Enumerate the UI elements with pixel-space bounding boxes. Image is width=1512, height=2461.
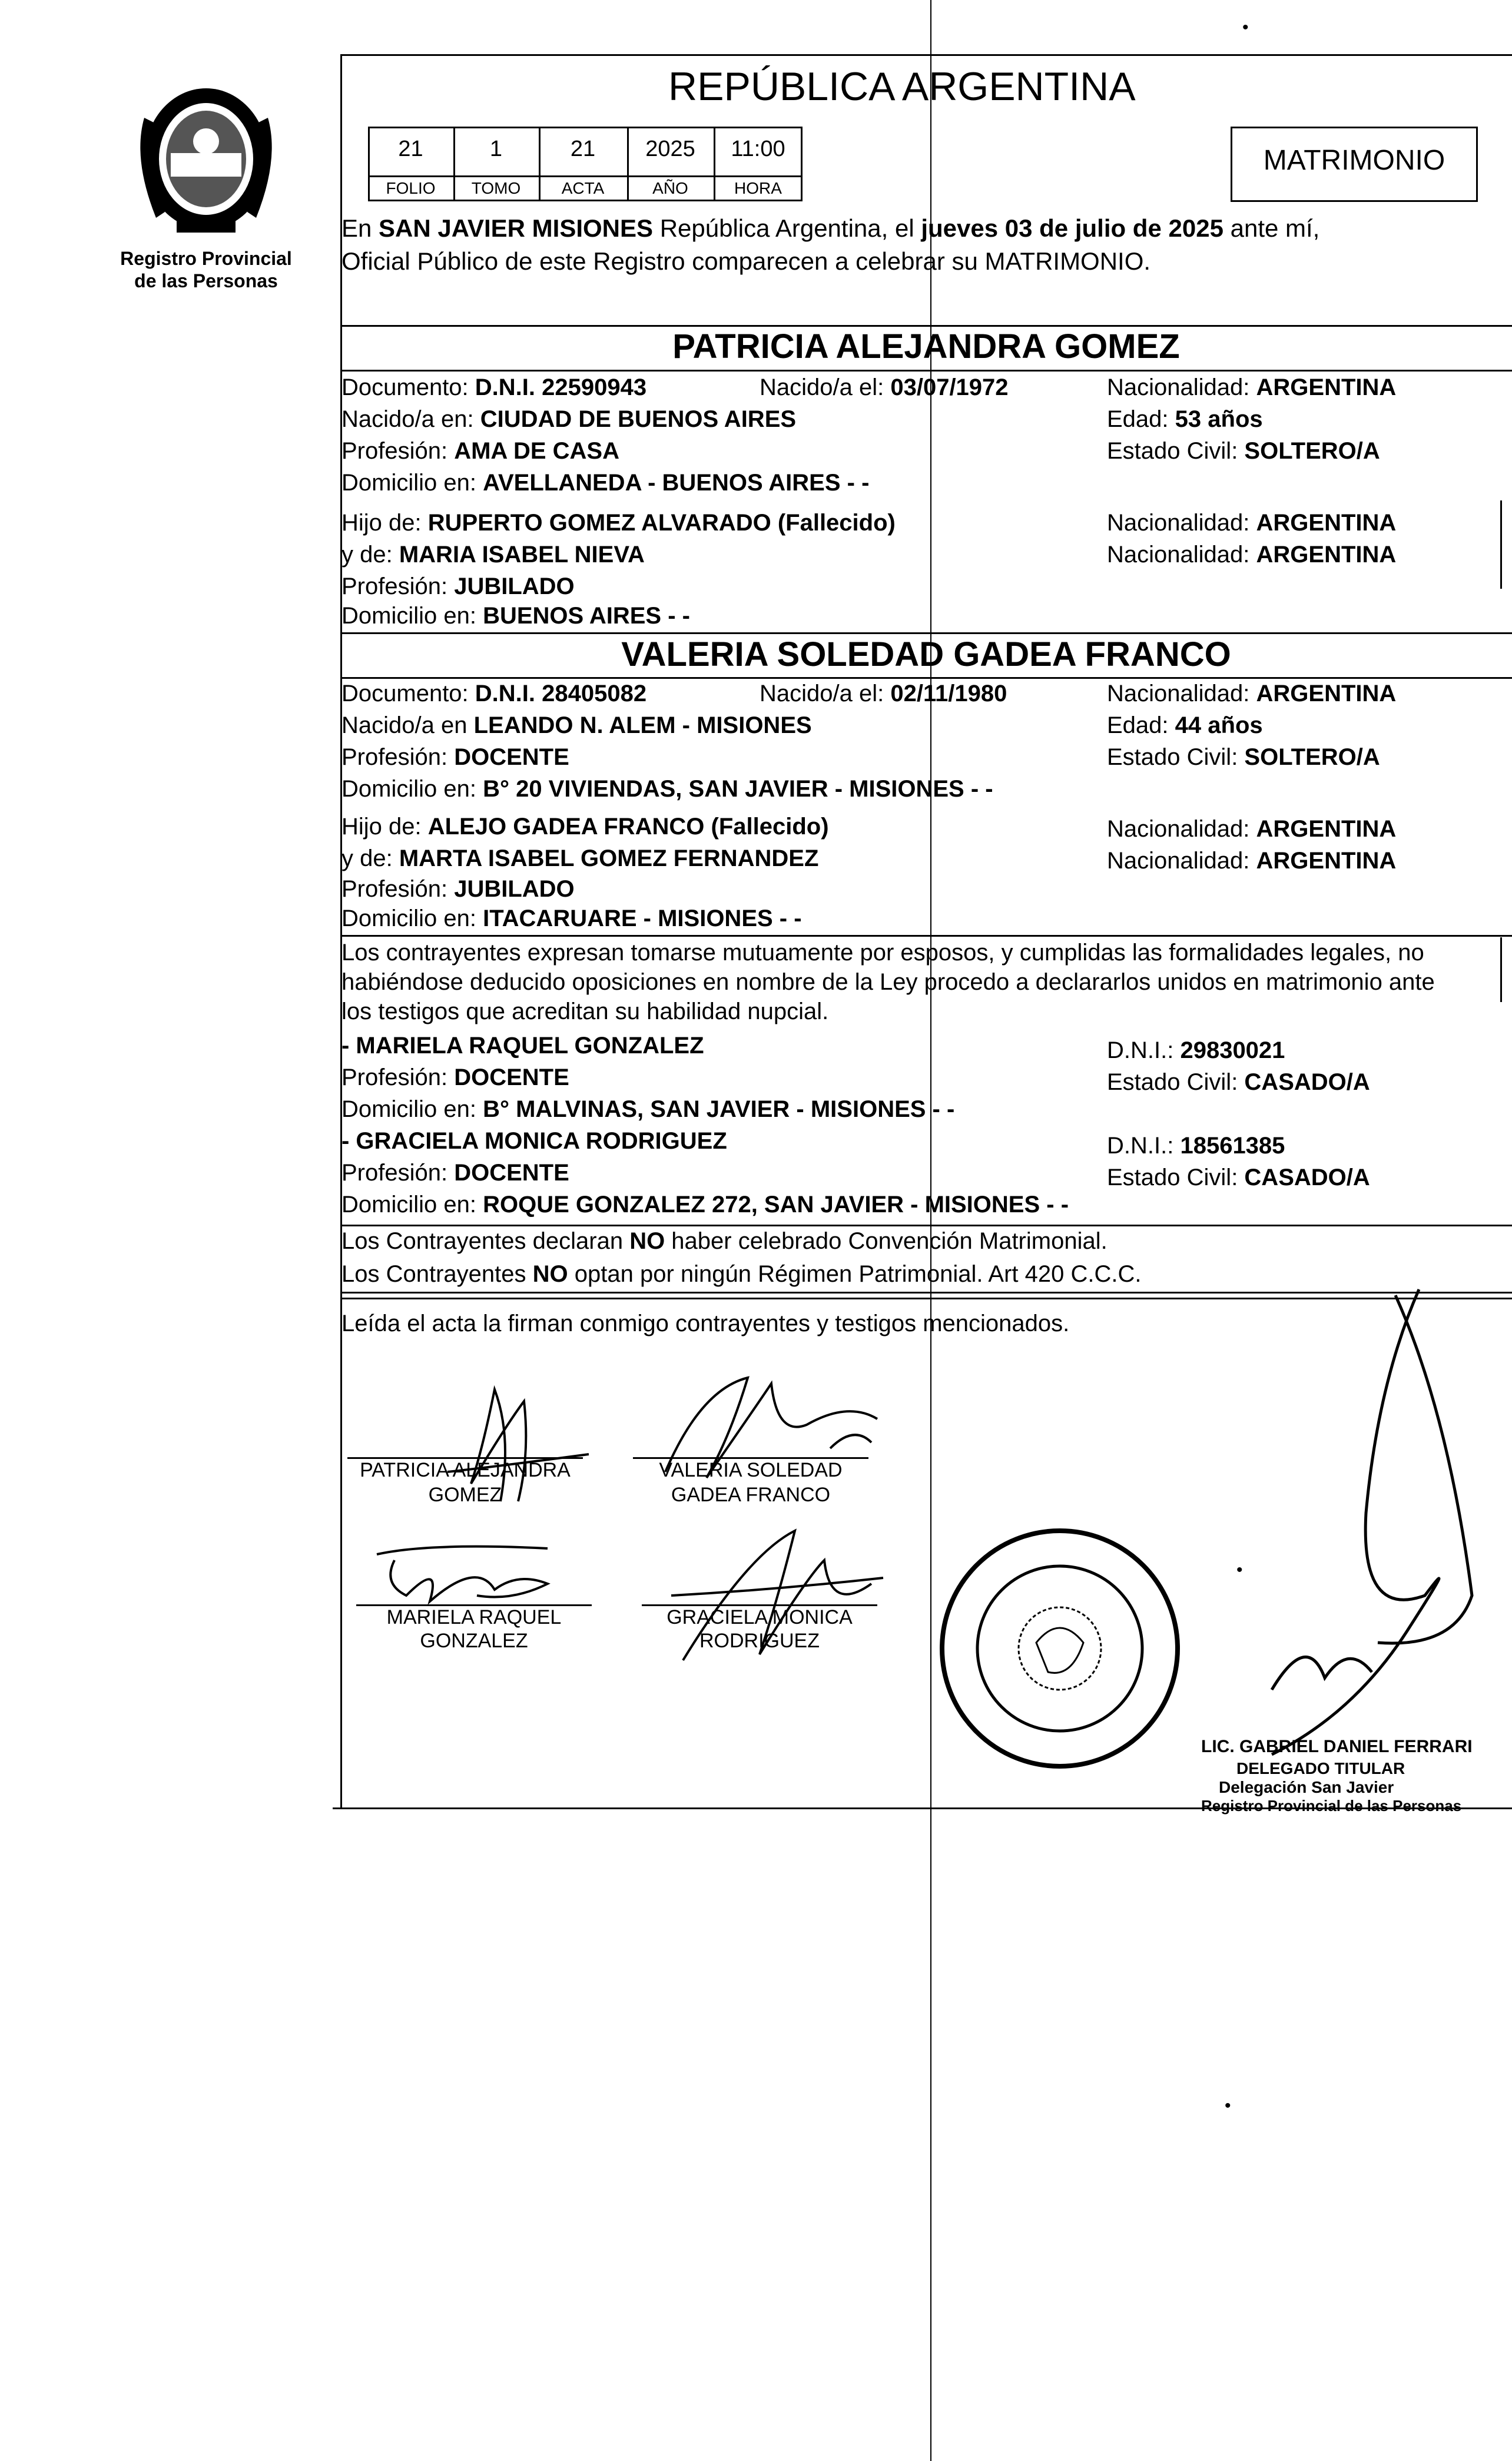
official-seal: [936, 1525, 1183, 1772]
declaration-line-3: los testigos que acreditan su habilidad nupcial.: [341, 999, 829, 1024]
witness2-civil-status: Estado Civil: CASADO/A: [1107, 1165, 1370, 1190]
frame-top: [340, 54, 1512, 56]
witness1-profession: Profesión: DOCENTE: [341, 1064, 569, 1090]
signature-4-surname: RODRIGUEZ: [699, 1630, 820, 1652]
party1-parents-profession: Profesión: JUBILADO: [341, 573, 575, 599]
witness1-name: - MARIELA RAQUEL GONZALEZ: [341, 1033, 704, 1059]
party2-nationality: Nacionalidad: ARGENTINA: [1107, 681, 1397, 707]
party1-address: Domicilio en: AVELLANEDA - BUENOS AIRES - -: [341, 470, 870, 496]
registry-emblem: [121, 71, 291, 247]
party1-civil-status: Estado Civil: SOLTERO/A: [1107, 438, 1380, 464]
scan-mark: •: [1236, 1560, 1243, 1580]
scan-mark: •: [1225, 2096, 1231, 2115]
party1-birthdate: Nacido/a el: 03/07/1972: [760, 374, 1009, 400]
party2-parents-profession: Profesión: JUBILADO: [341, 876, 575, 902]
party2-age: Edad: 44 años: [1107, 712, 1263, 738]
scan-mark: •: [1242, 18, 1249, 37]
signature-3-surname: GONZALEZ: [420, 1630, 528, 1652]
party1-birthplace: Nacido/a en: CIUDAD DE BUENOS AIRES: [341, 406, 797, 432]
convention-line-2: Los Contrayentes NO optan por ningún Régimen Patrimonial. Art 420 C.C.C.: [341, 1261, 1142, 1287]
signature-1-name: PATRICIA ALEJANDRA: [360, 1459, 571, 1481]
tomo-label: TOMO: [471, 179, 521, 197]
party1-name: PATRICIA ALEJANDRA GOMEZ: [672, 327, 1180, 366]
party2-birthdate: Nacido/a el: 02/11/1980: [760, 681, 1007, 707]
hour-value: 11:00: [731, 137, 785, 161]
party2-birthplace: Nacido/a en LEANDO N. ALEM - MISIONES: [341, 712, 812, 738]
signature-1-surname: GOMEZ: [428, 1484, 502, 1506]
official-organization: Registro Provincial de las Personas: [1201, 1797, 1462, 1815]
hour-label: HORA: [734, 179, 782, 197]
declaration-line-2: habiéndose deducido oposiciones en nombre de la Ley procedo a declararlos unidos en matrimonio ante: [341, 969, 1435, 995]
party2-father: Hijo de: ALEJO GADEA FRANCO (Fallecido): [341, 814, 829, 840]
official-signature: [1201, 1266, 1496, 1766]
witness1-civil-status: Estado Civil: CASADO/A: [1107, 1069, 1370, 1095]
witness2-profession: Profesión: DOCENTE: [341, 1160, 569, 1186]
year-label: AÑO: [652, 179, 688, 197]
signature-2-surname: GADEA FRANCO: [671, 1484, 831, 1506]
witness1-address: Domicilio en: B° MALVINAS, SAN JAVIER - MISIONES - -: [341, 1096, 955, 1122]
party2-profession: Profesión: DOCENTE: [341, 744, 569, 770]
folio-label: FOLIO: [386, 179, 436, 197]
official-name: LIC. GABRIEL DANIEL FERRARI: [1201, 1737, 1473, 1756]
country-title: REPÚBLICA ARGENTINA: [668, 64, 1136, 109]
intro-line-2: Oficial Público de este Registro comparecen a celebrar su MATRIMONIO.: [341, 247, 1151, 275]
party2-parents-address: Domicilio en: ITACARUARE - MISIONES - -: [341, 906, 802, 931]
party1-father: Hijo de: RUPERTO GOMEZ ALVARADO (Fallecido): [341, 510, 896, 536]
party1-mother-nationality: Nacionalidad: ARGENTINA: [1107, 542, 1397, 568]
party1-document: Documento: D.N.I. 22590943: [341, 374, 647, 400]
witness1-dni: D.N.I.: 29830021: [1107, 1037, 1285, 1063]
act-type-label: MATRIMONIO: [1263, 145, 1445, 176]
tomo-value: 1: [489, 137, 503, 161]
emblem-caption: Registro Provincial de las Personas: [120, 248, 292, 291]
convention-line-1: Los Contrayentes declaran NO haber celebrado Convención Matrimonial.: [341, 1228, 1108, 1254]
intro-line-1: En SAN JAVIER MISIONES República Argentina, el jueves 03 de julio de 2025 ante mí,: [341, 214, 1320, 242]
witness2-name: - GRACIELA MONICA RODRIGUEZ: [341, 1128, 727, 1154]
party1-parents-address: Domicilio en: BUENOS AIRES - -: [341, 603, 690, 629]
official-office: Delegación San Javier: [1219, 1778, 1394, 1796]
signature-2-name: VALERIA SOLEDAD: [659, 1459, 843, 1481]
year-value: 2025: [645, 137, 695, 161]
folio-value: 21: [398, 137, 423, 161]
party1-nationality: Nacionalidad: ARGENTINA: [1107, 374, 1397, 400]
acta-label: ACTA: [561, 179, 605, 197]
official-title: DELEGADO TITULAR: [1236, 1759, 1405, 1777]
party2-document: Documento: D.N.I. 28405082: [341, 681, 647, 707]
party1-profession: Profesión: AMA DE CASA: [341, 438, 619, 464]
declaration-line-1: Los contrayentes expresan tomarse mutuamente por esposos, y cumplidas las formalidades legales, no: [341, 940, 1424, 966]
party1-father-nationality: Nacionalidad: ARGENTINA: [1107, 510, 1397, 536]
party1-mother: y de: MARIA ISABEL NIEVA: [341, 542, 645, 568]
party2-civil-status: Estado Civil: SOLTERO/A: [1107, 744, 1380, 770]
party2-mother-nationality: Nacionalidad: ARGENTINA: [1107, 848, 1397, 874]
signature-3-name: MARIELA RAQUEL: [386, 1606, 562, 1628]
party2-address: Domicilio en: B° 20 VIVIENDAS, SAN JAVIER - MISIONES - -: [341, 776, 993, 802]
party1-age: Edad: 53 años: [1107, 406, 1263, 432]
witness2-dni: D.N.I.: 18561385: [1107, 1133, 1285, 1159]
acta-value: 21: [570, 137, 596, 161]
signature-4-name: GRACIELA MONICA: [667, 1606, 853, 1628]
witness2-address: Domicilio en: ROQUE GONZALEZ 272, SAN JAVIER - MISIONES - -: [341, 1192, 1069, 1218]
party2-mother: y de: MARTA ISABEL GOMEZ FERNANDEZ: [341, 845, 819, 871]
closing-statement: Leída el acta la firman conmigo contrayentes y testigos mencionados.: [341, 1311, 1070, 1336]
party2-father-nationality: Nacionalidad: ARGENTINA: [1107, 816, 1397, 842]
party2-name: VALERIA SOLEDAD GADEA FRANCO: [621, 635, 1231, 674]
